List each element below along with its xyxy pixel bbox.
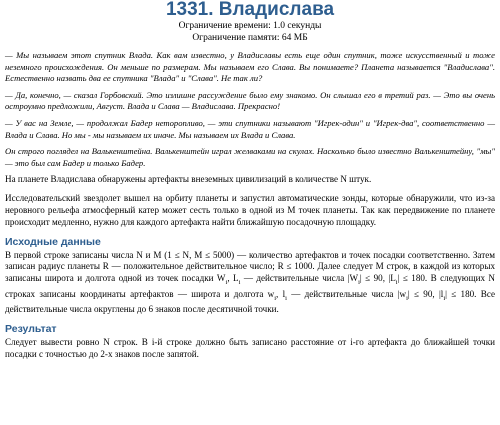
epigraph-paragraph: Он строго поглядел на Валькенштейна. Валькенштейн играл желваками на скулах. Насколько было известно Валькенштейну, "мы" — это был сам Бадер и только Бадер. xyxy=(5,146,495,168)
input-description: В первой строке записаны числа N и M (1 ≤ N, M ≤ 5000) — количество артефактов и точек посадки соответственно. Затем записан радиус планеты R — положительное действительное число; R ≤ 1000. Далее следует M строк, в каждой из которых записаны широта и долгота одной из точек посадки $W_i$, $L_i$ — действительные числа $|W_i| \le 90$, $|L_i| \le 180$. В следующих N строках записаны координаты артефактов — широта и долгота $w_i$, $l_i$ — действительные числа $|w_i| \le 90$, $|l_i| \le 180$. Все действительные числа округлены до 6 знаков после десятичной точки. xyxy=(5,249,496,315)
statement-paragraph: На планете Владислава обнаружены артефакты внеземных цивилизаций в количестве N штук. xyxy=(5,174,372,185)
output-description: Следует вывести ровно N строк. В i-й строке должно быть записано расстояние от i-го артефакта до ближайшей точки посадки с точностью до 2-х знаков после запятой. xyxy=(5,337,495,359)
epigraph-paragraph: — Да, конечно, — сказал Горбовский. Это излишне рассуждение было ему знакомо. Он слышал его в третий раз. — Это вы очень остроумно предложили, Август. Влада и Слава — Владислава. Прекрасно! xyxy=(5,89,495,112)
statement-paragraph: Исследовательский звездолет вышел на орбиту планеты и запустил автоматические зонды, которые обнаружили, что из-за неровного рельефа атмосферный катер может сесть только в одной из M точек планеты. Так как передвижение по планете происходит медленно, нужно для каждого артефакта найти ближайшую посадочную площадку. xyxy=(5,193,495,227)
epigraph-paragraph: — Мы называем этот спутник Влада. Как вам известно, у Владиславы есть еще один спутник, тоже искусственный и тоже неземного происхождения. Он меньше по размерам. Мы называем его Слава. Вы понимаете? Планета называется "Владислава". Естественно назвать два ее спутника "Влада" и "Слава". Не так ли? xyxy=(5,50,495,84)
epigraph xyxy=(5,50,495,169)
memory-limit: Ограничение памяти: 64 МБ xyxy=(192,33,308,43)
time-limit: Ограничение времени: 1.0 секунды xyxy=(178,21,322,31)
output-heading: Результат xyxy=(5,323,57,336)
input-heading: Исходные данные xyxy=(5,235,101,248)
epigraph-paragraph: — У вас на Земле, — продолжал Бадер неторопливо, — эти спутники называют "Игрек-один" и "Игрек-два", соответственно — Влада и Слава. Но мы - мы называем их иначе. Мы называем их Влада и Слава. xyxy=(5,117,495,140)
problem-title: 1331. Владислава xyxy=(165,0,335,20)
